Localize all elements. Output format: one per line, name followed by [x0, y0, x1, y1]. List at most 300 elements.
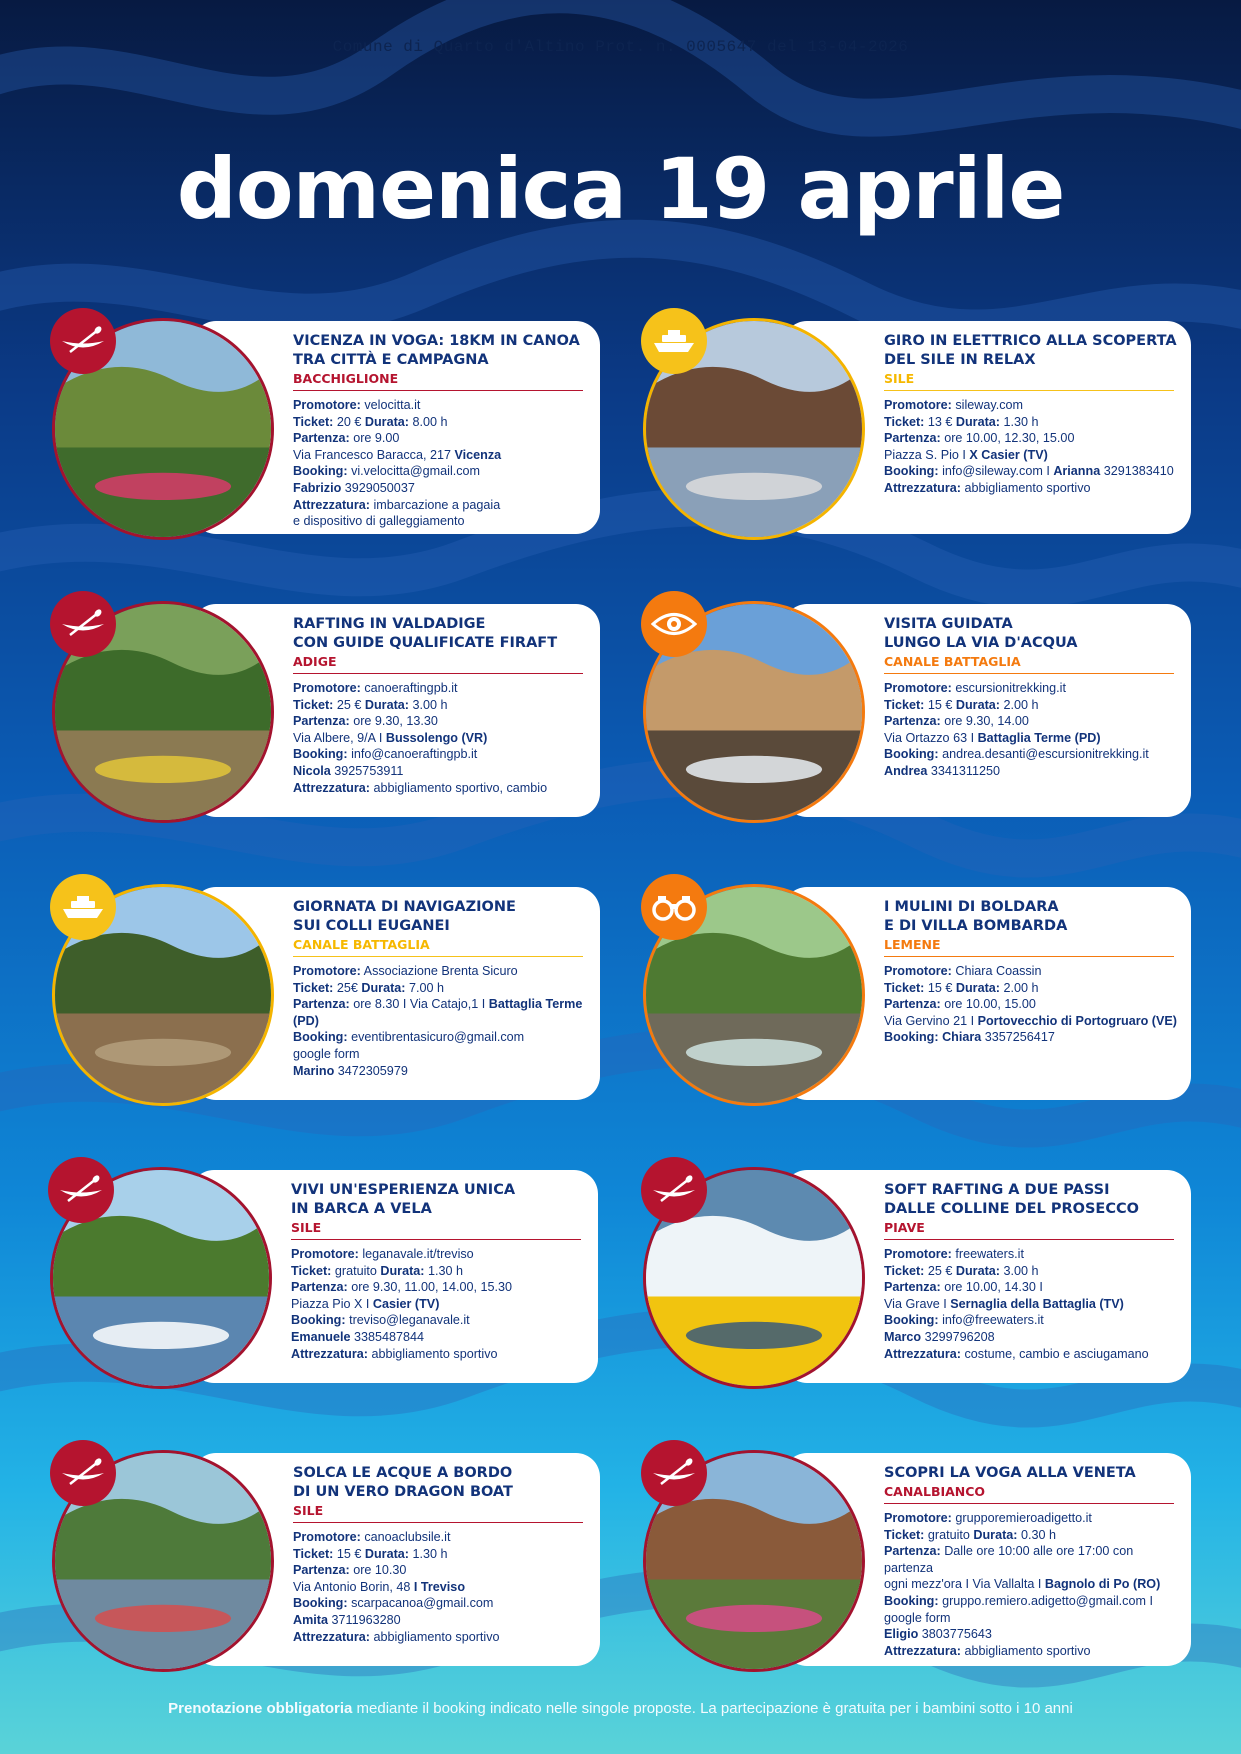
info-value: 25 €: [333, 697, 365, 712]
event-text: [884, 615, 1184, 780]
event-river: ADIGE: [293, 654, 583, 674]
event-title-line: TRA CITTÀ E CAMPAGNA: [293, 352, 489, 368]
event-info-line: [884, 980, 1184, 997]
info-value: leganavale.it/treviso: [358, 1247, 474, 1261]
info-key: Attrezzatura:: [293, 780, 370, 795]
event-info: [293, 397, 593, 530]
info-value: scarpacanoa@gmail.com: [347, 1596, 494, 1611]
info-key-2: Battaglia Terme: [488, 997, 583, 1012]
info-value: ore 9.30, 14.00: [940, 714, 1029, 729]
event-info: [293, 1529, 593, 1645]
info-value: Dalle ore 10:00 alle ore 17:00 con partenza: [884, 1544, 1134, 1575]
info-value: canoeraftingpb.it: [360, 681, 458, 695]
info-value: abbigliamento sportivo: [369, 1629, 500, 1644]
event-river: BACCHIGLIONE: [293, 371, 583, 391]
event-river: PIAVE: [884, 1220, 1174, 1240]
footer-note: [0, 1700, 1241, 1717]
canoe-icon: [641, 1157, 707, 1223]
event-card: [643, 1450, 1191, 1666]
info-value: Via Ortazzo 63 I: [884, 730, 978, 745]
info-key: Promotore:: [293, 398, 361, 412]
info-value: 20 €: [333, 414, 365, 429]
info-key: (PD): [293, 1013, 319, 1028]
info-key: Andrea: [884, 763, 928, 778]
info-value: google form: [884, 1610, 951, 1625]
info-value: gratuito: [924, 1527, 974, 1542]
info-key: Partenza:: [884, 1544, 941, 1559]
info-value: 3929050037: [341, 480, 415, 495]
event-text: [291, 1181, 591, 1362]
info-key: Ticket:: [291, 1263, 332, 1278]
event-info-line: [293, 763, 593, 780]
info-key: Fabrizio: [293, 480, 342, 495]
info-key: Booking:: [884, 1313, 939, 1328]
event-card: [52, 884, 600, 1100]
event-info-line: [884, 680, 1184, 697]
info-key: Ticket:: [293, 697, 334, 712]
canoe-icon: [50, 308, 116, 374]
info-value: abbigliamento sportivo: [960, 480, 1091, 495]
info-value: abbigliamento sportivo: [960, 1643, 1091, 1658]
event-title-line: SOLCA LE ACQUE A BORDO: [293, 1465, 513, 1481]
event-river: SILE: [293, 1503, 583, 1523]
info-value: Via Francesco Baracca, 217: [293, 447, 455, 462]
event-title-line: E DI VILLA BOMBARDA: [884, 918, 1068, 934]
event-card: [52, 318, 600, 534]
event-info-line: [291, 1312, 591, 1329]
event-river: CANALE BATTAGLIA: [884, 654, 1174, 674]
event-title-line: RAFTING IN VALDADIGE: [293, 616, 486, 632]
event-text: [884, 332, 1184, 497]
event-info-line: [293, 513, 593, 530]
info-value: sileway.com: [951, 398, 1024, 412]
info-value: 15 €: [924, 697, 956, 712]
info-value: Piazza Pio X I: [291, 1296, 373, 1311]
event-info-line: [884, 397, 1184, 414]
event-info-line: [884, 463, 1184, 480]
event-title-line: DALLE COLLINE DEL PROSECCO: [884, 1201, 1139, 1217]
event-info-line: [884, 1246, 1184, 1263]
info-value: Via Gervino 21 I: [884, 1013, 978, 1028]
info-key: Attrezzatura:: [884, 480, 961, 495]
event-info-line: [291, 1263, 591, 1280]
info-value-2: 2.00 h: [999, 697, 1039, 712]
event-info-line: [291, 1346, 591, 1363]
info-value: 3711963280: [328, 1612, 401, 1627]
event-title-line: LUNGO LA VIA D'ACQUA: [884, 635, 1078, 651]
event-title: [884, 615, 1184, 653]
event-info-line: [884, 996, 1184, 1013]
event-info-line: [293, 1046, 593, 1063]
event-text: [884, 1181, 1184, 1362]
info-key: Partenza:: [293, 431, 350, 446]
event-text: [293, 615, 593, 796]
info-key-2: I Treviso: [413, 1579, 466, 1594]
info-value-2: 3291383410: [1100, 464, 1174, 479]
event-info-line: [884, 1329, 1184, 1346]
info-value: abbigliamento sportivo, cambio: [369, 780, 548, 795]
event-info-line: [293, 1612, 593, 1629]
info-key-2: Durata:: [364, 697, 409, 712]
event-title-line: GIORNATA DI NAVIGAZIONE: [293, 899, 516, 915]
info-key: Promotore:: [884, 398, 952, 412]
event-info-line: [884, 1626, 1184, 1643]
event-title: [884, 1181, 1184, 1219]
event-info-line: [884, 697, 1184, 714]
info-value: 15 €: [333, 1546, 365, 1561]
info-key: Ticket:: [293, 980, 334, 995]
info-key-2: Casier (TV): [372, 1296, 440, 1311]
info-key: Attrezzatura:: [884, 1346, 961, 1361]
event-title-line: DEL SILE IN RELAX: [884, 352, 1036, 368]
event-info-line: [884, 1013, 1184, 1030]
event-info-line: [293, 1013, 593, 1030]
info-key: Ticket:: [884, 697, 925, 712]
info-value: abbigliamento sportivo: [367, 1346, 498, 1361]
event-title-line: VISITA GUIDATA: [884, 616, 1013, 632]
event-title-line: DI UN VERO DRAGON BOAT: [293, 1484, 513, 1500]
info-key-2: Vicenza: [454, 447, 502, 462]
info-value: ore 10.00, 14.30 I: [940, 1280, 1043, 1295]
info-key: Ticket:: [884, 414, 925, 429]
info-value: ore 10.00, 12.30, 15.00: [940, 431, 1075, 446]
info-key: Booking:: [884, 1593, 939, 1608]
event-title-line: SCOPRI LA VOGA ALLA VENETA: [884, 1465, 1136, 1481]
event-info: [884, 1246, 1184, 1362]
info-value: 13 €: [924, 414, 956, 429]
event-title-line: VICENZA IN VOGA: 18KM IN CANOA: [293, 333, 580, 349]
event-card: [52, 1450, 600, 1666]
info-value-2: 7.00 h: [405, 980, 444, 995]
info-value: google form: [293, 1046, 360, 1061]
event-info-line: [884, 414, 1184, 431]
info-value: imbarcazione a pagaia: [369, 497, 501, 512]
info-value: info@freewaters.it: [938, 1313, 1044, 1328]
event-card: [643, 601, 1191, 817]
info-value: Via Albere, 9/A I: [293, 730, 386, 745]
event-info-line: [884, 447, 1184, 464]
info-key-2: Bagnolo di Po (RO): [1044, 1577, 1161, 1592]
event-info-line: [291, 1246, 591, 1263]
info-value-2: 3.00 h: [999, 1263, 1039, 1278]
info-key: Booking:: [293, 1030, 348, 1045]
event-info-line: [884, 1643, 1184, 1660]
event-river: CANALBIANCO: [884, 1484, 1174, 1504]
info-key: Attrezzatura:: [293, 497, 370, 512]
info-value: escursionitrekking.it: [951, 681, 1066, 695]
event-info-line: [884, 1610, 1184, 1627]
event-title-line: IN BARCA A VELA: [291, 1201, 432, 1217]
info-key: Marco: [884, 1329, 922, 1344]
event-info: [291, 1246, 591, 1362]
info-key-2: Battaglia Terme (PD): [977, 730, 1101, 745]
info-key: Booking:: [293, 747, 348, 762]
info-key: Booking:: [884, 1030, 939, 1045]
info-key: Nicola: [293, 763, 331, 778]
event-info-line: [884, 1527, 1184, 1544]
info-key: Ticket:: [884, 1527, 925, 1542]
event-text: [884, 1464, 1184, 1659]
event-info-line: [884, 480, 1184, 497]
info-key: Partenza:: [293, 997, 350, 1012]
event-river: CANALE BATTAGLIA: [293, 937, 583, 957]
info-key-2: Bussolengo (VR): [385, 730, 488, 745]
event-info-line: [884, 1296, 1184, 1313]
event-info: [884, 1510, 1184, 1659]
event-title-line: VIVI UN'ESPERIENZA UNICA: [291, 1182, 516, 1198]
info-key: Eligio: [884, 1627, 919, 1642]
event-title-line: GIRO IN ELETTRICO ALLA SCOPERTA: [884, 333, 1177, 349]
info-key: Partenza:: [291, 1280, 348, 1295]
page-title: domenica 19 aprile: [176, 140, 1065, 238]
info-key: Booking:: [291, 1313, 346, 1328]
event-info-line: [884, 1510, 1184, 1527]
event-info-line: [884, 430, 1184, 447]
info-key: Promotore:: [884, 964, 952, 978]
event-info-line: [293, 430, 593, 447]
event-title: [293, 1464, 593, 1502]
info-value: 25 €: [924, 1263, 956, 1278]
info-key-2: Sernaglia della Battaglia (TV): [950, 1296, 1124, 1311]
info-value: canoaclubsile.it: [360, 1530, 451, 1544]
info-value: andrea.desanti@escursionitrekking.it: [938, 747, 1149, 762]
boat-icon: [641, 308, 707, 374]
event-text: [884, 898, 1184, 1046]
info-value: eventibrentasicuro@gmail.com: [347, 1030, 525, 1045]
event-info-line: [884, 713, 1184, 730]
info-value: Piazza S. Pio I: [884, 447, 970, 462]
event-info-line: [293, 1029, 593, 1046]
event-title: [293, 898, 593, 936]
info-key: Promotore:: [884, 681, 952, 695]
info-value: ore 8.30 I Via Catajo,1 I: [349, 997, 489, 1012]
info-key: Ticket:: [293, 1546, 334, 1561]
event-info-line: [293, 1579, 593, 1596]
event-info-line: [884, 1593, 1184, 1610]
info-value: gratuito: [331, 1263, 381, 1278]
info-value: 3341311250: [927, 763, 1000, 778]
info-value: treviso@leganavale.it: [345, 1313, 470, 1328]
event-info-line: [293, 713, 593, 730]
info-value-2: 3357256417: [981, 1030, 1055, 1045]
event-info-line: [293, 746, 593, 763]
info-value: info@sileway.com I: [938, 464, 1054, 479]
info-key: Ticket:: [884, 1263, 925, 1278]
info-value: ore 10.30: [349, 1563, 407, 1578]
info-value: e dispositivo di galleggiamento: [293, 514, 465, 529]
event-text: [293, 332, 593, 530]
info-value-2: 2.00 h: [999, 980, 1039, 995]
event-info-line: [293, 1629, 593, 1646]
info-key-2: Durata:: [955, 980, 1000, 995]
event-title: [884, 898, 1184, 936]
info-key-2: Durata:: [955, 414, 1000, 429]
event-info-line: [293, 1529, 593, 1546]
info-value-2: 3.00 h: [408, 697, 448, 712]
info-value: 3472305979: [334, 1063, 408, 1078]
info-key-2: Durata:: [364, 414, 409, 429]
info-value: ogni mezz'ora I Via Vallalta I: [884, 1577, 1045, 1592]
info-key: Ticket:: [293, 414, 334, 429]
eye-icon: [641, 591, 707, 657]
info-value: 15 €: [924, 980, 956, 995]
event-title-line: SOFT RAFTING A DUE PASSI: [884, 1182, 1110, 1198]
event-info-line: [884, 1029, 1184, 1046]
event-info-line: [293, 447, 593, 464]
info-value: vi.velocitta@gmail.com: [347, 464, 481, 479]
info-value: 25€: [333, 980, 362, 995]
info-key: Promotore:: [293, 681, 361, 695]
event-info-line: [293, 980, 593, 997]
info-value-2: 1.30 h: [999, 414, 1039, 429]
canoe-icon: [50, 1440, 116, 1506]
footer-text: mediante il booking indicato nelle singole proposte. La partecipazione è gratuita per i bambini sotto i 10 anni: [352, 1700, 1073, 1717]
info-key-2: Durata:: [955, 697, 1000, 712]
event-info-line: [884, 963, 1184, 980]
info-key: Amita: [293, 1612, 328, 1627]
event-river: SILE: [291, 1220, 581, 1240]
info-key: Attrezzatura:: [291, 1346, 368, 1361]
info-key: Promotore:: [291, 1247, 359, 1261]
event-info: [293, 680, 593, 796]
event-info-line: [884, 730, 1184, 747]
event-info-line: [293, 730, 593, 747]
event-info-line: [884, 1312, 1184, 1329]
info-key: Attrezzatura:: [884, 1643, 961, 1658]
event-info-line: [293, 1063, 593, 1080]
info-value: Associazione Brenta Sicuro: [360, 964, 518, 978]
info-value: 3803775643: [918, 1627, 992, 1642]
info-value: Via Antonio Borin, 48: [293, 1579, 414, 1594]
info-key-2: Arianna: [1053, 464, 1101, 479]
info-value: Chiara Coassin: [951, 964, 1042, 978]
info-value: ore 10.00, 15.00: [940, 997, 1036, 1012]
info-value: freewaters.it: [951, 1247, 1024, 1261]
info-key: Booking:: [884, 747, 939, 762]
info-key: Promotore:: [884, 1511, 952, 1525]
event-title: [293, 332, 593, 370]
event-text: [293, 1464, 593, 1645]
event-title: [884, 1464, 1184, 1483]
info-key: Partenza:: [293, 1563, 350, 1578]
boat-icon: [50, 874, 116, 940]
info-value: gruppo.remiero.adigetto@gmail.com I: [938, 1593, 1153, 1608]
info-value: ore 9.30, 11.00, 14.00, 15.30: [347, 1280, 513, 1295]
info-key-2: Chiara: [942, 1030, 982, 1045]
event-info-line: [293, 1546, 593, 1563]
event-card: [643, 318, 1191, 534]
event-info-line: [293, 480, 593, 497]
event-info-line: [293, 1595, 593, 1612]
event-info-line: [293, 1562, 593, 1579]
canoe-icon: [48, 1157, 114, 1223]
event-info-line: [884, 1279, 1184, 1296]
event-info-line: [884, 1543, 1184, 1576]
info-key: Promotore:: [293, 964, 361, 978]
event-info-line: [884, 763, 1184, 780]
event-title-line: I MULINI DI BOLDARA: [884, 899, 1059, 915]
info-value: 3385487844: [350, 1329, 425, 1344]
binoculars-icon: [641, 874, 707, 940]
info-key: Partenza:: [884, 714, 941, 729]
info-key-2: Durata:: [380, 1263, 425, 1278]
info-key-2: Portovecchio di Portogruaro (VE): [977, 1013, 1177, 1028]
info-key: Promotore:: [293, 1530, 361, 1544]
event-info: [884, 397, 1184, 497]
event-info-line: [291, 1279, 591, 1296]
event-info-line: [293, 963, 593, 980]
event-card: [50, 1167, 598, 1383]
info-value: 3925753911: [330, 763, 404, 778]
event-card: [643, 1167, 1191, 1383]
info-value-2: 8.00 h: [408, 414, 448, 429]
event-info-line: [884, 1263, 1184, 1280]
event-info-line: [293, 996, 593, 1013]
event-info-line: [293, 463, 593, 480]
info-key: Partenza:: [884, 431, 941, 446]
event-info-line: [293, 780, 593, 797]
event-info-line: [293, 497, 593, 514]
info-key: Booking:: [884, 464, 939, 479]
info-key-2: Durata:: [361, 980, 406, 995]
info-key: Partenza:: [884, 1280, 941, 1295]
info-key: Ticket:: [884, 980, 925, 995]
event-title: [291, 1181, 591, 1219]
info-key: Booking:: [293, 1596, 348, 1611]
info-value-2: 0.30 h: [1017, 1527, 1056, 1542]
event-info: [884, 680, 1184, 780]
info-key: Attrezzatura:: [293, 1629, 370, 1644]
event-info-line: [293, 414, 593, 431]
event-info-line: [291, 1296, 591, 1313]
canoe-icon: [641, 1440, 707, 1506]
info-value: 3299796208: [921, 1329, 995, 1344]
info-key: Marino: [293, 1063, 335, 1078]
info-value: grupporemieroadigetto.it: [951, 1511, 1092, 1525]
event-text: [293, 898, 593, 1079]
info-value: costume, cambio e asciugamano: [960, 1346, 1149, 1361]
event-river: LEMENE: [884, 937, 1174, 957]
info-key: Partenza:: [884, 997, 941, 1012]
event-info-line: [293, 397, 593, 414]
event-info-line: [293, 697, 593, 714]
event-title: [293, 615, 593, 653]
info-key: Promotore:: [884, 1247, 952, 1261]
info-value-2: 1.30 h: [408, 1546, 448, 1561]
event-info-line: [884, 746, 1184, 763]
info-value-2: 1.30 h: [424, 1263, 463, 1278]
info-value: velocitta.it: [360, 398, 421, 412]
info-key: Booking:: [293, 464, 348, 479]
footer-bold: Prenotazione obbligatoria: [168, 1700, 353, 1717]
event-info-line: [884, 1576, 1184, 1593]
info-key-2: Durata:: [364, 1546, 409, 1561]
event-river: SILE: [884, 371, 1174, 391]
event-info: [884, 963, 1184, 1046]
event-card: [52, 601, 600, 817]
event-title-line: SUI COLLI EUGANEI: [293, 918, 450, 934]
info-value: ore 9.30, 13.30: [349, 714, 438, 729]
info-key-2: Durata:: [973, 1527, 1018, 1542]
event-card: [643, 884, 1191, 1100]
info-key-2: X Casier (TV): [969, 447, 1048, 462]
info-key: Partenza:: [293, 714, 350, 729]
protocol-stamp: Comune di Quarto d'Altino Prot. n. 0005647 del 13-04-2026: [332, 38, 909, 56]
event-info: [293, 963, 593, 1079]
info-value: ore 9.00: [349, 431, 400, 446]
event-info-line: [884, 1346, 1184, 1363]
canoe-icon: [50, 591, 116, 657]
